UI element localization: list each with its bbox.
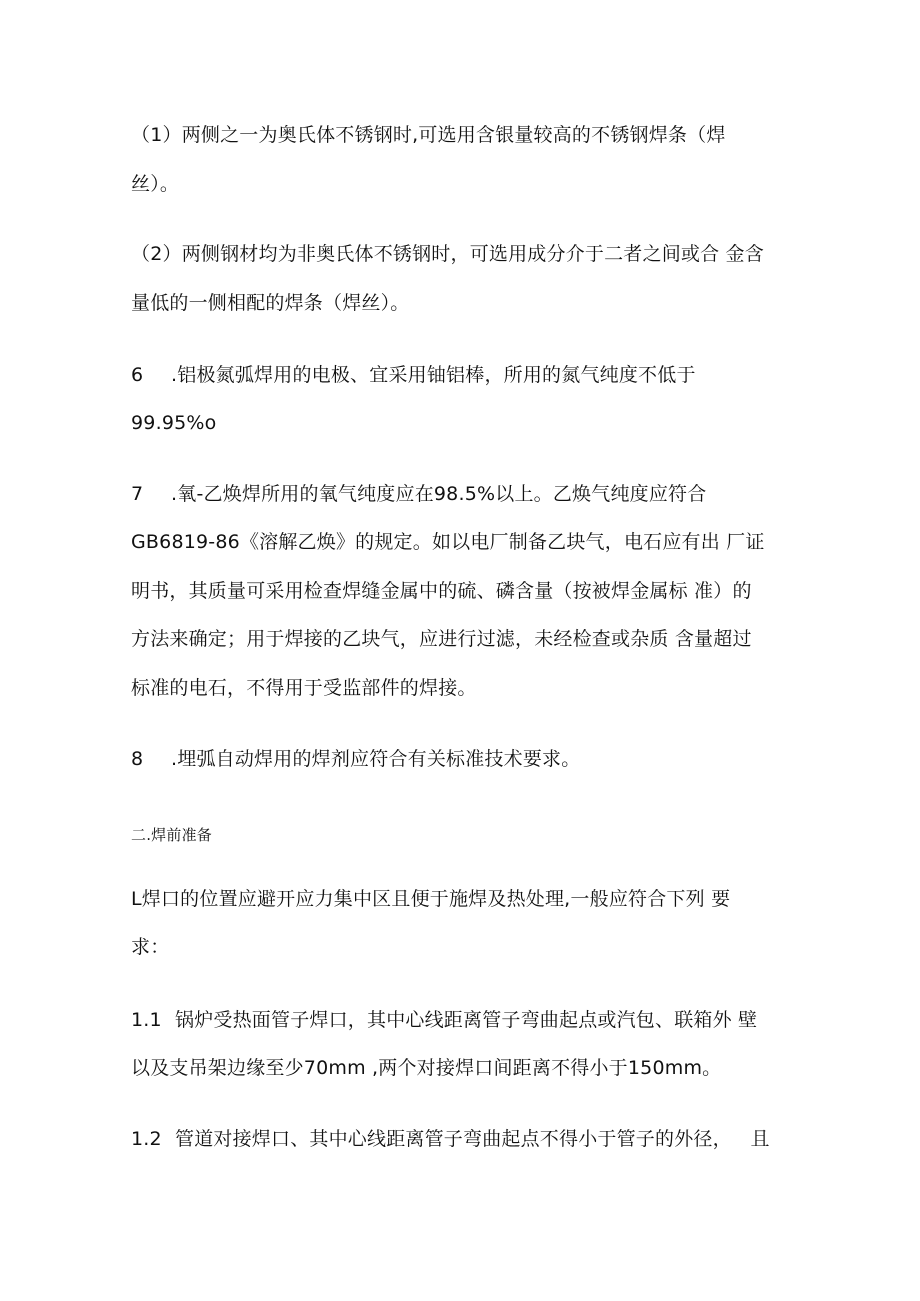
line-text: .氧-乙焕焊所用的氧气纯度应在98.5%以上。乙焕气纯度应符合 <box>171 483 707 505</box>
text-line <box>131 482 706 506</box>
text-line <box>131 579 752 603</box>
line-text: L焊口的位置应避开应力集中区且便于施焊及热处理,一般应符合下列 要 <box>131 888 731 910</box>
text-line <box>131 530 765 554</box>
text-line <box>131 627 752 651</box>
line-text: 明书，其质量可采用检查焊缝金属中的硫、磷含量（按被焊金属标 准）的 <box>131 580 752 602</box>
text-line <box>131 242 764 266</box>
line-text: .埋弧自动焊用的焊剂应符合有关标准技术要求。 <box>171 748 581 770</box>
text-line <box>131 363 696 387</box>
line-text: GB6819-86《溶解乙焕》的规定。如以电厂制备乙块气，电石应有出 厂证 <box>131 531 765 553</box>
item-number: 1.2 <box>131 1128 162 1150</box>
item-number: 7 <box>131 483 144 505</box>
item-number: 8 <box>131 748 144 770</box>
text-line <box>131 1127 770 1151</box>
item-number: 1.1 <box>131 1009 162 1031</box>
text-line <box>131 1008 757 1032</box>
text-line <box>131 935 169 959</box>
line-text: 方法来确定；用于焊接的乙块气，应进行过滤，未经检查或杂质 含量超过 <box>131 628 752 650</box>
line-text: 99.95%o <box>131 412 217 434</box>
line-text: 以及支吊架边缘至少70mm ,两个对接焊口间距离不得小于150mm。 <box>131 1057 722 1079</box>
section-heading <box>131 825 212 845</box>
line-text: 求： <box>131 936 170 958</box>
text-line <box>131 291 410 315</box>
text-line <box>131 747 580 771</box>
line-text: 标准的电石，不得用于受监部件的焊接。 <box>131 677 477 699</box>
line-text: 量低的一侧相配的焊条（焊丝）。 <box>131 292 410 314</box>
text-line <box>131 1056 721 1080</box>
text-line <box>131 123 726 147</box>
section-heading-text: 二.焊前准备 <box>131 826 212 844</box>
item-number: 6 <box>131 364 144 386</box>
line-text: .铝极氮弧焊用的电极、宜采用铀铝棒，所用的氮气纯度不低于 <box>171 364 696 386</box>
text-line <box>131 887 730 911</box>
line-text: （2）两侧钢材均为非奥氏体不锈钢时，可选用成分介于二者之间或合 金含 <box>131 243 764 265</box>
text-line <box>131 411 216 435</box>
line-text: （1）两侧之一为奥氏体不锈钢时,可选用含银量较高的不锈钢焊条（焊 <box>131 124 726 146</box>
text-line <box>131 676 477 700</box>
line-text: 锅炉受热面管子焊口，其中心线距离管子弯曲起点或汽包、联箱外 壁 <box>175 1009 758 1031</box>
line-text: 管道对接焊口、其中心线距离管子弯曲起点不得小于管子的外径， 且 <box>175 1128 770 1150</box>
line-text: 丝）。 <box>131 173 180 195</box>
text-line <box>131 172 179 196</box>
